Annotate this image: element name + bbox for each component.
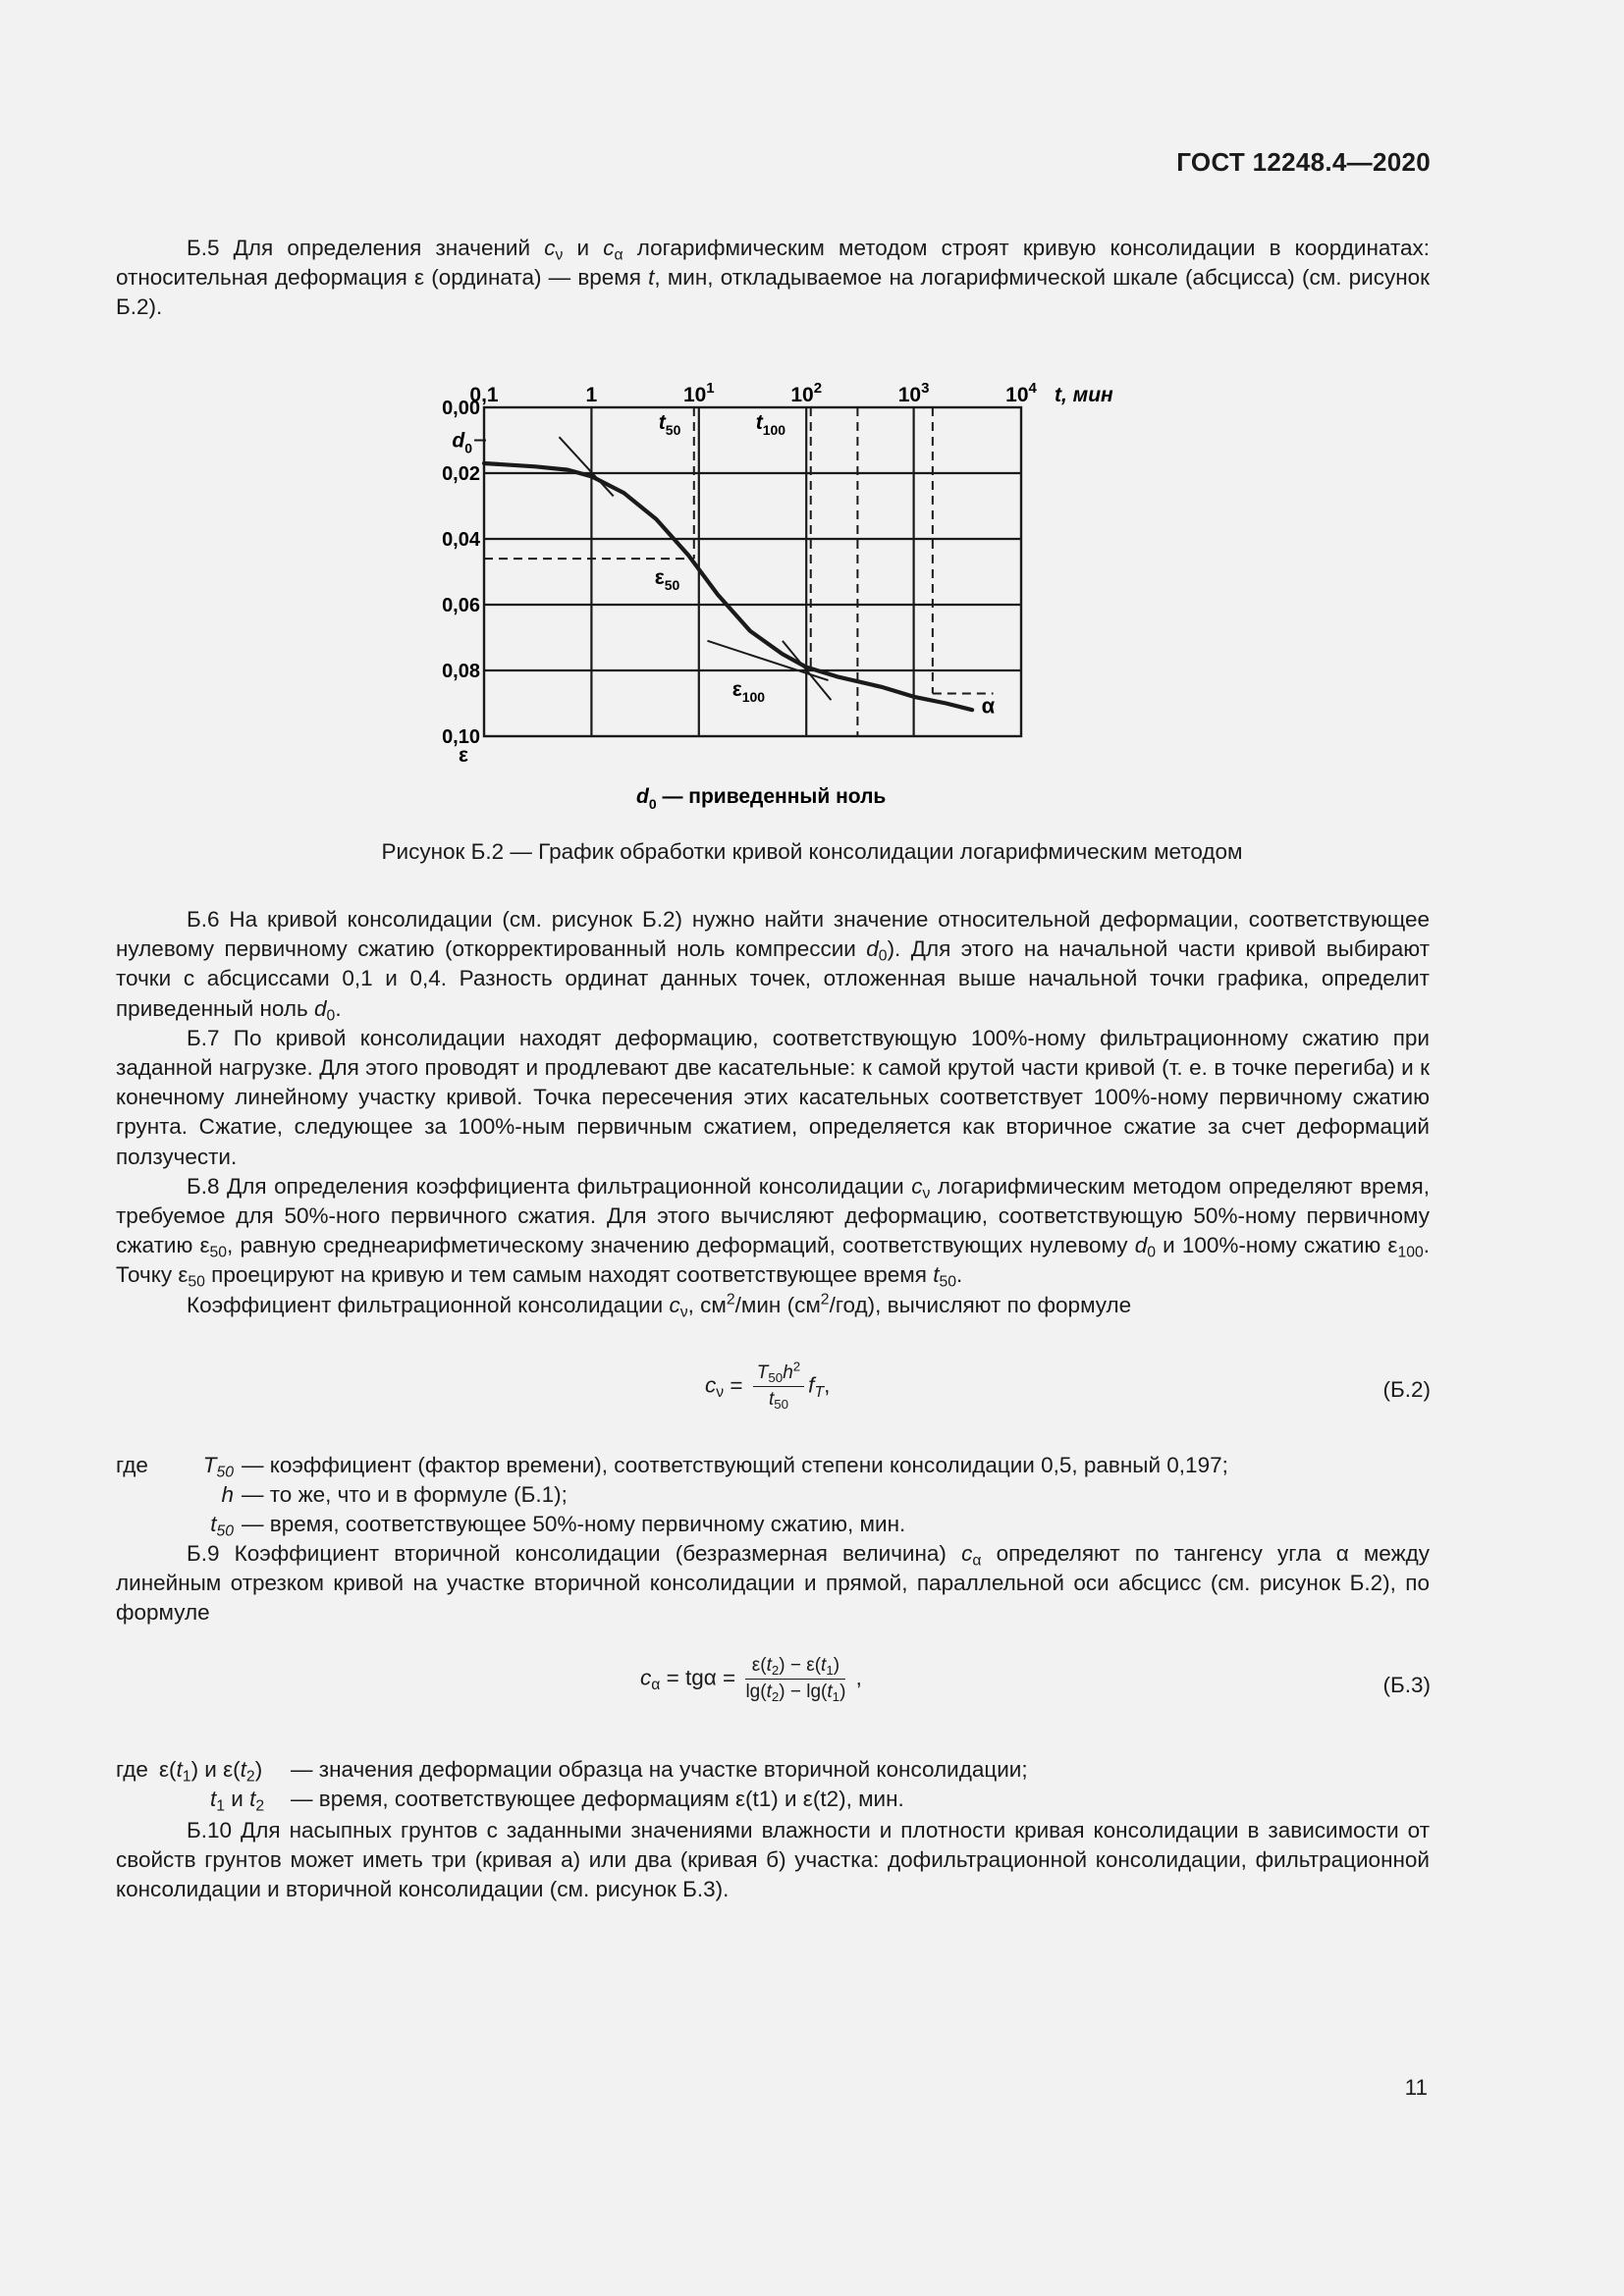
formula-b3-number: (Б.3)	[1382, 1673, 1431, 1697]
x-tick-exponent: 1	[706, 380, 715, 397]
chart-grid	[484, 407, 1021, 736]
formula-b3: $c_\alpha = tg\alpha$ = $\frac{\varepsilon(t_2) - \varepsilon(t_1)}{\lg(t_2) - \lg(t_1)}$ ,	[640, 1655, 862, 1704]
page-header: ГОСТ 12248.4—2020	[1176, 147, 1431, 177]
x-tick-label: $10^4$	[1005, 380, 1037, 406]
t50-label: $t_{50}$	[658, 411, 681, 438]
plot-frame	[484, 407, 1021, 736]
y-tick-label: 0,04	[442, 529, 480, 551]
alpha-label: α	[981, 693, 996, 719]
figure-caption: Рисунок Б.2 — График обработки кривой консолидации логарифмическим методом	[381, 839, 1243, 864]
y-tick-label: 0,06	[442, 595, 480, 616]
consolidation-chart	[412, 368, 1159, 820]
consolidation-curve	[484, 463, 972, 710]
paragraph-b6: Б.6 На кривой консолидации (см. рисунок Б.2) нужно найти значение относительной деформации, соответствующее нулевому первичному сжатию (откорректированный ноль компрессии $d_0$). Для этого на начальной части кривой выбирают точки с абсциссами 0,1 и 0,4. Разность ординат данных точек, отложенная выше начальной точки графика, определит приведенный ноль $d_0$.	[116, 907, 1430, 1025]
figure-b2	[412, 368, 1159, 820]
formula-b2: $c_\nu$ = $\frac{T_{50}h^2}{t_{50}}$ $f_T$,	[705, 1359, 831, 1412]
t50-label-subscript: 50	[665, 422, 681, 438]
t100-label-subscript: 100	[762, 422, 786, 438]
x-tick-label: 0,1	[469, 384, 499, 406]
paragraph-b10: Б.10 Для насыпных грунтов с заданными значениями влажности и плотности кривая консолидации в зависимости от свойств грунтов может иметь три (кривая а) или два (кривая б) участка: дофильтрационной консолидации, фильтрационной консолидации и вторичной консолидации (см. рисунок Б.3).	[116, 1818, 1430, 1902]
paragraph-b8-formula-intro: Коэффициент фильтрационной консолидации $c_\nu$, $см^2$/мин $(см^2/год)$, вычисляют по формуле	[187, 1290, 1132, 1321]
x-axis-label: t, мин	[1055, 384, 1113, 406]
d0-subscript: 0	[464, 440, 472, 456]
x-tick-exponent: 2	[813, 380, 823, 397]
eps50-label: $\varepsilon_{50}$	[654, 566, 680, 594]
d0-legend: $d_0$ — приведенный ноль	[636, 785, 887, 812]
paragraph-b9: Б.9 Коэффициент вторичной консолидации (безразмерная величина) $c_\alpha$ определяют по тангенсу угла α между линейным отрезком кривой на участке вторичной консолидации и прямой, параллельной оси абсцисс (см. рисунок Б.2), по формуле	[116, 1541, 1430, 1626]
x-tick-label: 1	[585, 384, 598, 406]
x-tick-exponent: 3	[921, 380, 930, 397]
paragraphs-b6-b8	[116, 905, 1430, 1320]
eps50-label-subscript: 50	[664, 577, 680, 594]
y-tick-label: 0,02	[442, 463, 480, 485]
paragraph-b8: Б.8 Для определения коэффициента фильтрационной консолидации $c_\nu$ логарифмическим методом определяют время, требуемое для 50%-ного первичного сжатия. Для этого вычисляют деформацию, соответствующую 50%-ному первичному сжатию $\varepsilon_{50}$, равную среднеарифметическому значению деформаций, соответствующих нулевому $d_0$ и 100%-ному сжатию $\varepsilon_{100}$. Точку $\varepsilon_{50}$ проецируют на кривую и тем самым находят соответствующее время $t_{50}$.	[116, 1173, 1430, 1292]
eps100-label: $\varepsilon_{100}$	[731, 678, 766, 705]
d0-label: $d_0$	[452, 429, 472, 456]
x-tick-label: $10^3$	[897, 380, 930, 406]
y-tick-label: 0,10	[442, 726, 480, 748]
y-tick-label: 0,08	[442, 661, 480, 682]
d0-legend-subscript: 0	[648, 796, 657, 812]
paragraph-b7: Б.7 По кривой консолидации находят деформацию, соответствующую 100%-ному фильтрационному сжатию при заданной нагрузке. Для этого проводят и продлевают две касательные: к самой крутой части кривой (т. е. в точке перегиба) и к конечному линейному участку кривой. Точка пересечения этих касательных соответствует 100%-ному первичному сжатию грунта. Сжатие, следующее за 100%-ным первичным сжатием, определяется как вторичное сжатие за счет деформаций ползучести.	[116, 1025, 1430, 1169]
tangent-initial	[559, 437, 613, 496]
y-axis-label: ε	[459, 744, 468, 767]
eps100-label-subscript: 100	[741, 689, 766, 705]
formula-b3-legend: где $\varepsilon(t_1)$ и $\varepsilon(t_2)$ — значения деформации образца на участке вторичной консолидации; $t_1$ и $t_2$ — время, соответствующее деформациям ε(t1) и ε(t2), мин.	[116, 1757, 1028, 1815]
t100-label: $t_{100}$	[755, 411, 786, 438]
paragraph-b5: Б.5 Для определения значений $c_\nu$ и $c_\alpha$ логарифмическим методом строят кривую консолидации в координатах: относительная деформация ε (ордината) — время t, мин, откладываемое на логарифмической шкале (абсцисса) (см. рисунок Б.2).	[116, 236, 1431, 320]
formula-b2-legend: где $T_{50}$ — коэффициент (фактор времени), соответствующий степени консолидации 0,5, равный 0,197; h — то же, что и в формуле (Б.1); $t_{50}$ — время, соответствующее 50%-ному первичному сжатию, мин.	[116, 1453, 1228, 1541]
page-number: 11	[1404, 2075, 1428, 2100]
y-tick-label: 0,00	[442, 398, 480, 419]
chart-labels	[442, 380, 1113, 812]
x-tick-label: $10^2$	[790, 380, 823, 406]
formula-b2-number: (Б.2)	[1382, 1377, 1431, 1402]
d0-legend-text: — приведенный ноль	[656, 785, 887, 808]
x-tick-label: $10^1$	[682, 380, 715, 406]
curve-group	[484, 463, 972, 710]
x-tick-exponent: 4	[1028, 380, 1037, 397]
